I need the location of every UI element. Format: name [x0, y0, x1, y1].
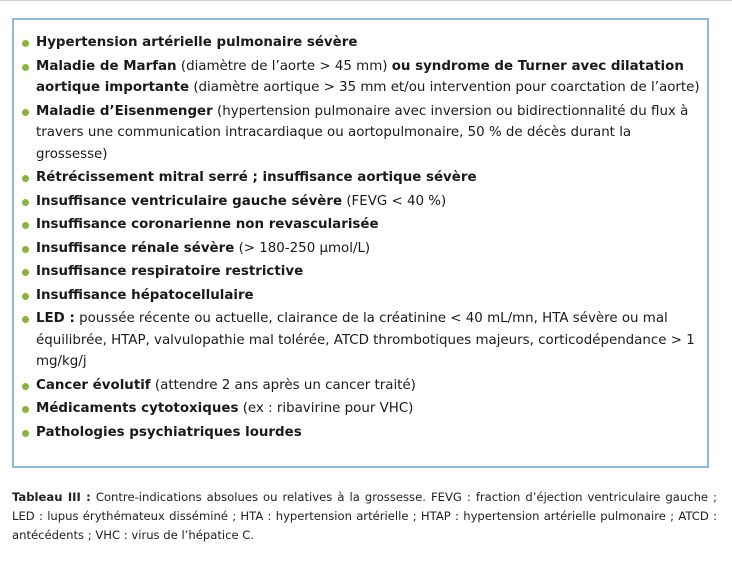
contraindications-box [12, 18, 709, 468]
item-detail: (diamètre de l’aorte > 45 mm) [176, 58, 392, 74]
item-title: Médicaments cytotoxiques [36, 401, 239, 416]
item-title: LED : [36, 311, 75, 326]
bullet-icon [22, 316, 29, 323]
item-title: Insuffisance hépatocellulaire [36, 287, 254, 303]
table-caption [12, 488, 717, 545]
list-item [20, 238, 700, 260]
item-title: Maladie d’Eisenmenger [36, 103, 213, 119]
list-item [20, 191, 700, 213]
list-item [20, 375, 700, 397]
item-title: Rétrécissement mitral serré ; insuffisance aortique sévère [36, 170, 477, 185]
bullet-icon [22, 406, 29, 413]
list-item [20, 214, 700, 236]
item-title: Insuffisance rénale sévère [36, 240, 235, 256]
bullet-icon [22, 175, 29, 182]
item-detail: (attendre 2 ans après un cancer traité) [150, 377, 416, 393]
list-item [20, 422, 700, 444]
item-title: Insuffisance respiratoire restrictive [36, 264, 304, 279]
bullet-icon [22, 109, 29, 116]
item-title: Cancer évolutif [36, 377, 151, 393]
bullet-icon [22, 246, 29, 253]
bullet-icon [22, 293, 29, 300]
bullet-icon [22, 430, 29, 437]
bullet-icon [22, 269, 29, 276]
item-detail-secondary: (diamètre aortique > 35 mm et/ou intervention pour coarctation de l’aorte) [189, 80, 700, 95]
list-item [20, 101, 700, 166]
item-title: Hypertension artérielle pulmonaire sévère [36, 35, 358, 50]
list-item [20, 285, 700, 307]
bullet-icon [22, 40, 29, 47]
list-item [20, 56, 700, 99]
item-title-secondary: ou syndrome de Turner avec dilatation aortique importante [36, 58, 684, 95]
top-divider [0, 0, 732, 5]
list-item [20, 167, 700, 189]
item-detail: (ex : ribavirine pour VHC) [238, 401, 414, 416]
item-title: Insuffisance coronarienne non revascularisée [36, 217, 379, 232]
list-item [20, 308, 700, 373]
bullet-icon [22, 64, 29, 71]
item-detail: (FEVG < 40 %) [342, 193, 447, 209]
caption-text: Contre-indications absolues ou relatives à la grossesse. FEVG : fraction d’éjection ventriculaire gauche ; LED : lupus érythémateux disséminé ; HTA : hypertension artérielle ; HTAP : hypertension artérielle pulmonaire ; ATCD : antécédents ; VHC : virus de l’hépatice C. [12, 490, 717, 542]
item-title: Maladie de Marfan [36, 58, 177, 74]
list-item [20, 398, 700, 420]
caption-label: Tableau III : [12, 490, 91, 504]
item-detail: (hypertension pulmonaire avec inversion ou bidirectionnalité du flux à travers une communication intracardiaque ou aortopulmonaire, 50 % de décès durant la grossesse) [36, 103, 689, 162]
bullet-icon [22, 383, 29, 390]
list-item [20, 32, 700, 54]
bullet-icon [22, 222, 29, 229]
list-item [20, 261, 700, 283]
item-detail: (> 180-250 µmol/L) [234, 240, 371, 256]
item-title: Pathologies psychiatriques lourdes [36, 424, 302, 440]
item-detail: poussée récente ou actuelle, clairance de la créatinine < 40 mL/mn, HTA sévère ou mal équilibrée, HTAP, valvulopathie mal tolérée, ATCD thrombotiques majeurs, corticodépendance > 1 mg/kg/j [36, 311, 695, 369]
contraindications-list [20, 32, 700, 445]
item-title: Insuffisance ventriculaire gauche sévère [36, 193, 343, 209]
bullet-icon [22, 199, 29, 206]
